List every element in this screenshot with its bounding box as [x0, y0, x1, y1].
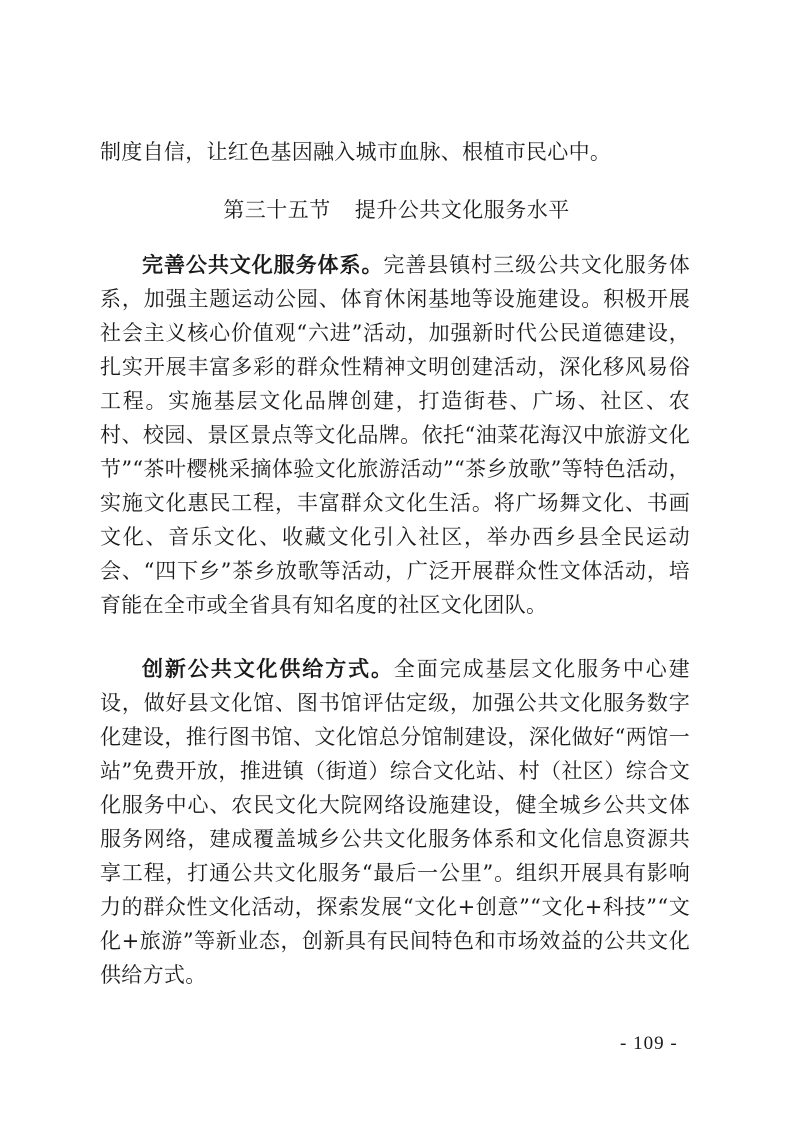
paragraph-body: 全面完成基层文化服务中心建设，做好县文化馆、图书馆评估定级，加强公共文化服务数字化建设，推行图书馆、文化馆总分馆制建设，深化做好“两馆一站”免费开放，推进镇（街道）综合文化站、村（社区）综合文化服务中心、农民文化大院网络设施建设，健全城乡公共文体服务网络，建成覆盖城乡公共文化服务体系和文化信息资源共享工程，打通公共文化服务“最后一公里”。组织开展具有影响力的群众性文化活动，探索发展“文化+创意”“文化+科技”“文化+旅游”等新业态，创新具有民间特色和市场效益的公共文化供给方式。 [100, 657, 690, 987]
page-number: - 109 - [620, 1033, 678, 1054]
continuation-paragraph [100, 135, 690, 169]
paragraph-lead: 完善公共文化服务体系。 [142, 253, 384, 277]
paragraph-body: 完善县镇村三级公共文化服务体系，加强主题运动公园、体育休闲基地等设施建设。积极开展社会主义核心价值观“六进”活动，加强新时代公民道德建设，扎实开展丰富多彩的群众性精神文明创建活动，深化移风易俗工程。实施基层文化品牌创建，打造街巷、广场、社区、农村、校园、景区景点等文化品牌。依托“油菜花海汉中旅游文化节”“茶叶樱桃采摘体验文化旅游活动”“茶乡放歌”等特色活动，实施文化惠民工程，丰富群众文化生活。将广场舞文化、书画文化、音乐文化、收藏文化引入社区，举办西乡县全民运动会、“四下乡”茶乡放歌等活动，广泛开展群众性文体活动，培育能在全市或全省具有知名度的社区文化团队。 [100, 253, 690, 617]
paragraph-lead: 创新公共文化供给方式。 [142, 657, 394, 681]
section-number: 第三十五节 [223, 198, 331, 222]
section-heading [0, 193, 793, 227]
continuation-text: 制度自信，让红色基因融入城市血脉、根植市民心中。 [100, 140, 612, 164]
paragraph-1 [100, 248, 690, 622]
section-title: 提升公共文化服务水平 [354, 198, 570, 222]
paragraph-2 [100, 652, 690, 992]
